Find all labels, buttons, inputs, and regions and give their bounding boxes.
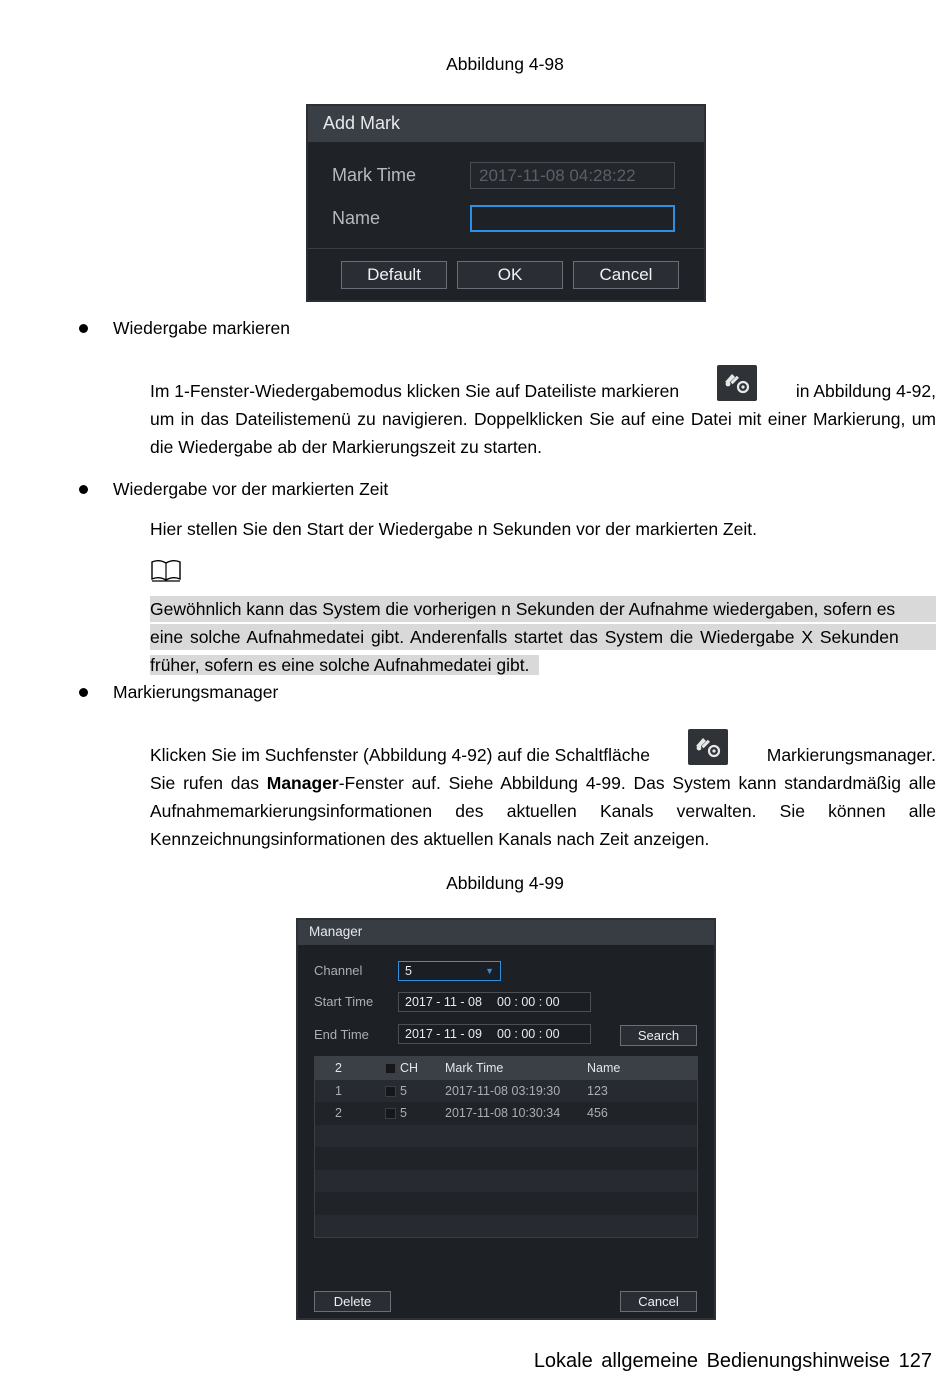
row-checkbox[interactable] (385, 1108, 396, 1119)
start-clock[interactable]: 00 : 00 : 00 (497, 995, 560, 1009)
channel-select[interactable] (398, 961, 501, 981)
mark-time-label: Mark Time (332, 165, 417, 185)
select-all-checkbox[interactable] (385, 1063, 396, 1074)
start-date[interactable]: 2017 - 11 - 08 (405, 995, 482, 1009)
default-button[interactable]: Default (341, 261, 447, 289)
dialog-title: Add Mark (308, 106, 704, 142)
cancel-button[interactable]: Cancel (620, 1291, 697, 1312)
search-button[interactable]: Search (620, 1025, 697, 1046)
bullet-heading: Markierungsmanager (113, 682, 279, 702)
paragraph-text (150, 769, 936, 853)
ch-header-label: CH (400, 1061, 419, 1076)
text-run: -Fenster auf. Siehe Abbildung 4-99. Das System kann standardmäßig alle Aufnahmemarkierungsinformationen des aktuellen Kanals verwalten. Sie können alle Kennzeichnungsinformationen des aktuellen Kanals nach Zeit anzeigen. (150, 773, 936, 849)
row-ch-value: 5 (400, 1083, 407, 1098)
mark-table (314, 1056, 698, 1238)
row-mark-time: 2017-11-08 03:19:30 (445, 1083, 561, 1098)
ch-header[interactable] (385, 1057, 445, 1080)
figure-caption: Abbildung 4-99 (446, 873, 564, 893)
channel-value: 5 (405, 964, 412, 978)
footer-text: Lokale allgemeine Bedienungshinweise (533, 1350, 891, 1372)
note-text (150, 596, 936, 622)
text-run: Sie rufen das (150, 773, 267, 793)
row-mark-time: 2017-11-08 10:30:34 (445, 1106, 561, 1121)
row-ch[interactable] (385, 1102, 445, 1125)
mark-time-header: Mark Time (445, 1061, 504, 1076)
count-header: 2 (335, 1061, 342, 1076)
paragraph-text: in Abbildung 4-92, (795, 381, 936, 401)
mark-time-field: 2017-11-08 04:28:22 (470, 162, 675, 189)
paragraph (150, 377, 936, 461)
bold-term: Manager (266, 773, 339, 793)
cancel-button[interactable]: Cancel (573, 261, 679, 289)
table-header (315, 1057, 698, 1080)
chevron-down-icon: ▼ (485, 966, 494, 976)
empty-row (315, 1170, 698, 1193)
name-input[interactable] (470, 205, 675, 232)
channel-label: Channel (314, 963, 363, 978)
row-ch-value: 5 (400, 1106, 407, 1121)
end-time-label: End Time (314, 1027, 369, 1042)
divider (308, 248, 704, 249)
note-line: früher, sofern es eine solche Aufnahmedatei gibt. (150, 655, 539, 675)
note-text (150, 652, 936, 678)
note-book-icon (150, 558, 182, 589)
name-header: Name (587, 1061, 621, 1076)
empty-row (315, 1192, 698, 1215)
end-date[interactable]: 2017 - 11 - 09 (405, 1027, 482, 1041)
paragraph-text: Markierungsmanager. (766, 745, 936, 765)
end-clock[interactable]: 00 : 00 : 00 (497, 1027, 560, 1041)
bullet-icon (79, 688, 88, 697)
note-text: eine solche Aufnahmedatei gibt. Anderenfalls startet das System die Wiedergabe X Sekunden (150, 624, 936, 650)
ok-button[interactable]: OK (457, 261, 563, 289)
empty-row (315, 1125, 698, 1148)
bullet-icon (79, 485, 88, 494)
paragraph-text: Hier stellen Sie den Start der Wiedergabe n Sekunden vor der markierten Zeit. (150, 519, 757, 539)
start-time-field[interactable] (398, 992, 591, 1012)
manager-dialog (296, 918, 716, 1320)
page-footer (534, 1350, 932, 1373)
bullet-heading: Wiedergabe markieren (113, 318, 291, 338)
delete-button[interactable]: Delete (314, 1291, 391, 1312)
dialog-title: Manager (298, 920, 714, 945)
empty-row (315, 1215, 698, 1238)
table-row[interactable] (315, 1080, 698, 1103)
paragraph-text: Klicken Sie im Suchfenster (Abbildung 4-92) auf die Schaltfläche (150, 745, 650, 765)
mark-file-list-icon (717, 365, 757, 401)
row-number: 2 (335, 1106, 342, 1121)
row-checkbox[interactable] (385, 1086, 396, 1097)
mark-manager-icon (688, 729, 728, 765)
name-label: Name (332, 208, 381, 228)
end-time-field[interactable] (398, 1024, 591, 1044)
note-line: Gewöhnlich kann das System die vorherigen n Sekunden der Aufnahme wiedergaben, sofern es (150, 599, 896, 619)
table-row[interactable] (315, 1102, 698, 1125)
page-number: 127 (898, 1350, 932, 1372)
row-number: 1 (335, 1083, 342, 1098)
start-time-label: Start Time (314, 994, 374, 1009)
figure-caption: Abbildung 4-98 (446, 54, 564, 74)
row-ch[interactable] (385, 1080, 445, 1103)
paragraph-text: um in das Dateilistemenü zu navigieren. Doppelklicken Sie auf eine Datei mit einer Markierung, um die Wiedergabe ab der Markierungszeit zu starten. (150, 409, 936, 457)
paragraph (150, 741, 936, 853)
bullet-icon (79, 324, 88, 333)
add-mark-dialog (306, 104, 706, 302)
row-name: 456 (587, 1106, 608, 1121)
bullet-heading: Wiedergabe vor der markierten Zeit (113, 479, 389, 499)
row-name: 123 (587, 1083, 608, 1098)
paragraph-text: Im 1-Fenster-Wiedergabemodus klicken Sie auf Dateiliste markieren (150, 381, 680, 401)
empty-row (315, 1147, 698, 1170)
